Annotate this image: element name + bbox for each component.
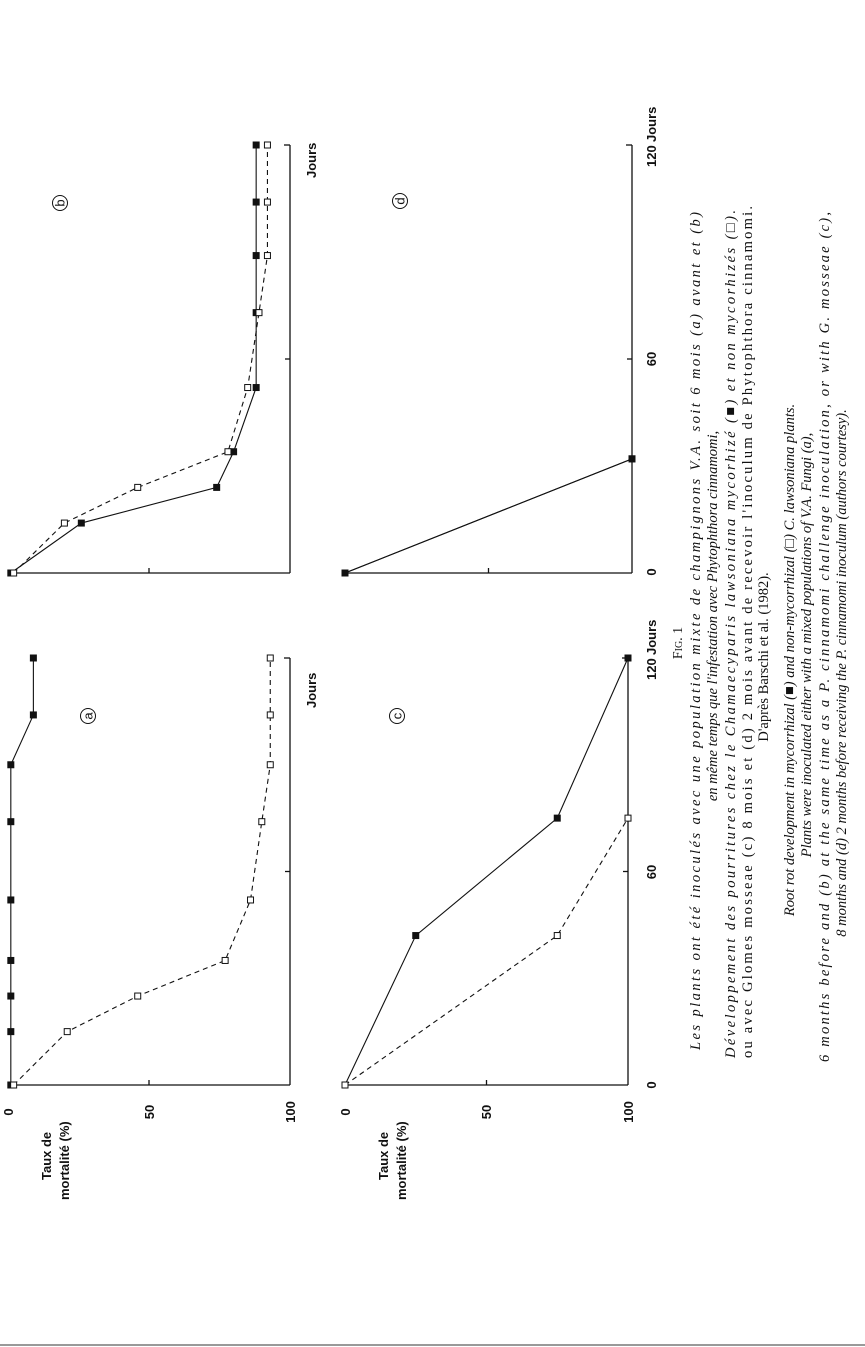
series-line-open [345, 818, 628, 1085]
data-point-filled [30, 711, 37, 718]
data-point-filled [342, 570, 349, 577]
data-point-filled [7, 1028, 14, 1035]
data-point-filled [213, 484, 220, 491]
caption-line: 8 months and (d) 2 months before receiving the P. cinnamomi inoculum (authors courtesy). [834, 409, 850, 937]
y-axis-label: mortalité (%) [394, 1121, 409, 1200]
chart-c-labels [338, 620, 659, 1200]
data-point-open [256, 310, 262, 316]
data-point-filled [7, 993, 14, 1000]
caption-line: 6 months before and (b) at the same time as a P. cinnamomi challenge inoculation, or with G. mosseae (c), [817, 212, 833, 1062]
x-axis-label: Jours [304, 142, 319, 178]
series-line-filled [345, 459, 632, 573]
data-point-filled [253, 142, 260, 149]
chart-b [7, 142, 290, 577]
data-point-open [245, 385, 251, 391]
panel-label: b [52, 199, 68, 207]
y-axis-label: mortalité (%) [57, 1121, 72, 1200]
data-point-open [259, 819, 265, 825]
x-tick-label: 60 [644, 351, 659, 367]
data-point-open [135, 484, 141, 490]
x-tick-label: 0 [644, 568, 659, 576]
series-line-open [14, 145, 268, 573]
series-line-filled [11, 145, 256, 573]
panel-label: c [389, 712, 405, 720]
charts-group [7, 142, 635, 1089]
caption-line: Plants were inoculated either with a mixed populations of V.A. Fungi (a), [799, 432, 815, 858]
data-point-open [554, 933, 560, 939]
chart-a [7, 655, 290, 1089]
data-point-filled [30, 655, 37, 662]
data-point-open [267, 655, 273, 661]
data-point-filled [7, 818, 14, 825]
y-tick-label: 100 [283, 1101, 298, 1123]
x-tick-label: 0 [644, 1081, 659, 1089]
y-tick-label: 50 [142, 1104, 157, 1120]
y-tick-label: 50 [479, 1104, 494, 1120]
data-point-filled [625, 655, 632, 662]
caption-line: Root rot development in mycorrhizal (■) and non-mycorrhizal (□) C. lawsoniana plants. [782, 403, 798, 917]
data-point-open [225, 449, 231, 455]
data-point-open [11, 1082, 17, 1088]
data-point-filled [7, 896, 14, 903]
data-point-open [264, 253, 270, 259]
chart-d-labels [393, 107, 660, 576]
data-point-filled [253, 384, 260, 391]
chart-c [342, 655, 632, 1089]
panel-label: a [80, 712, 96, 720]
x-axis-label: Jours [304, 672, 319, 708]
data-point-open [135, 993, 141, 999]
series-line-filled [11, 658, 34, 1085]
caption-line: Développement des pourritures chez le Chamaecyparis lawsoniana mycorhizé (■) et non mycorhizés (□). [723, 209, 739, 1058]
data-point-open [342, 1082, 348, 1088]
data-point-open [64, 1029, 70, 1035]
chart-a-labels [1, 673, 319, 1200]
data-point-open [625, 815, 631, 821]
data-point-filled [253, 252, 260, 259]
x-axis-label: Jours [644, 619, 659, 655]
data-point-filled [629, 455, 636, 462]
data-point-open [11, 570, 17, 576]
data-point-open [267, 762, 273, 768]
data-point-open [264, 199, 270, 205]
data-point-open [267, 712, 273, 718]
data-point-filled [253, 199, 260, 206]
caption-line: D'après Barschi et al. (1982). [756, 572, 772, 742]
panel-label: d [392, 197, 408, 205]
caption-line: Les plants ont été inoculés avec une population mixte de champignons V.A. soit 6 mois (a) avant et (b) [688, 212, 704, 1050]
data-point-filled [78, 520, 85, 527]
y-tick-label: 100 [621, 1101, 636, 1123]
x-axis-label: Jours [644, 106, 659, 142]
x-tick-label: 120 [644, 658, 659, 680]
data-point-open [61, 520, 67, 526]
y-axis-label: Taux de [376, 1131, 391, 1180]
caption-line: en même temps que l'infestation avec Phytophthora cinnamomi, [705, 430, 721, 802]
chart-b-labels [53, 143, 320, 211]
series-line-filled [345, 658, 628, 1085]
series-line-open [14, 658, 271, 1085]
data-point-open [222, 957, 228, 963]
y-tick-label: 0 [338, 1108, 353, 1116]
x-tick-label: 120 [644, 145, 659, 167]
figure-number: Fig. 1 [671, 626, 686, 660]
data-point-filled [554, 815, 561, 822]
caption-line: ou avec Glomes mosseae (c) 8 mois et (d) 2 mois avant de recevoir l'inoculum de Phytophthora cinnamomi. [740, 205, 756, 1058]
data-point-filled [7, 957, 14, 964]
chart-d [342, 145, 636, 577]
data-point-filled [7, 761, 14, 768]
figure-caption [671, 206, 850, 1062]
y-axis-label: Taux de [39, 1131, 54, 1180]
y-tick-label: 0 [1, 1108, 16, 1116]
data-point-filled [412, 932, 419, 939]
data-point-open [264, 142, 270, 148]
x-tick-label: 60 [644, 864, 659, 880]
data-point-open [248, 897, 254, 903]
